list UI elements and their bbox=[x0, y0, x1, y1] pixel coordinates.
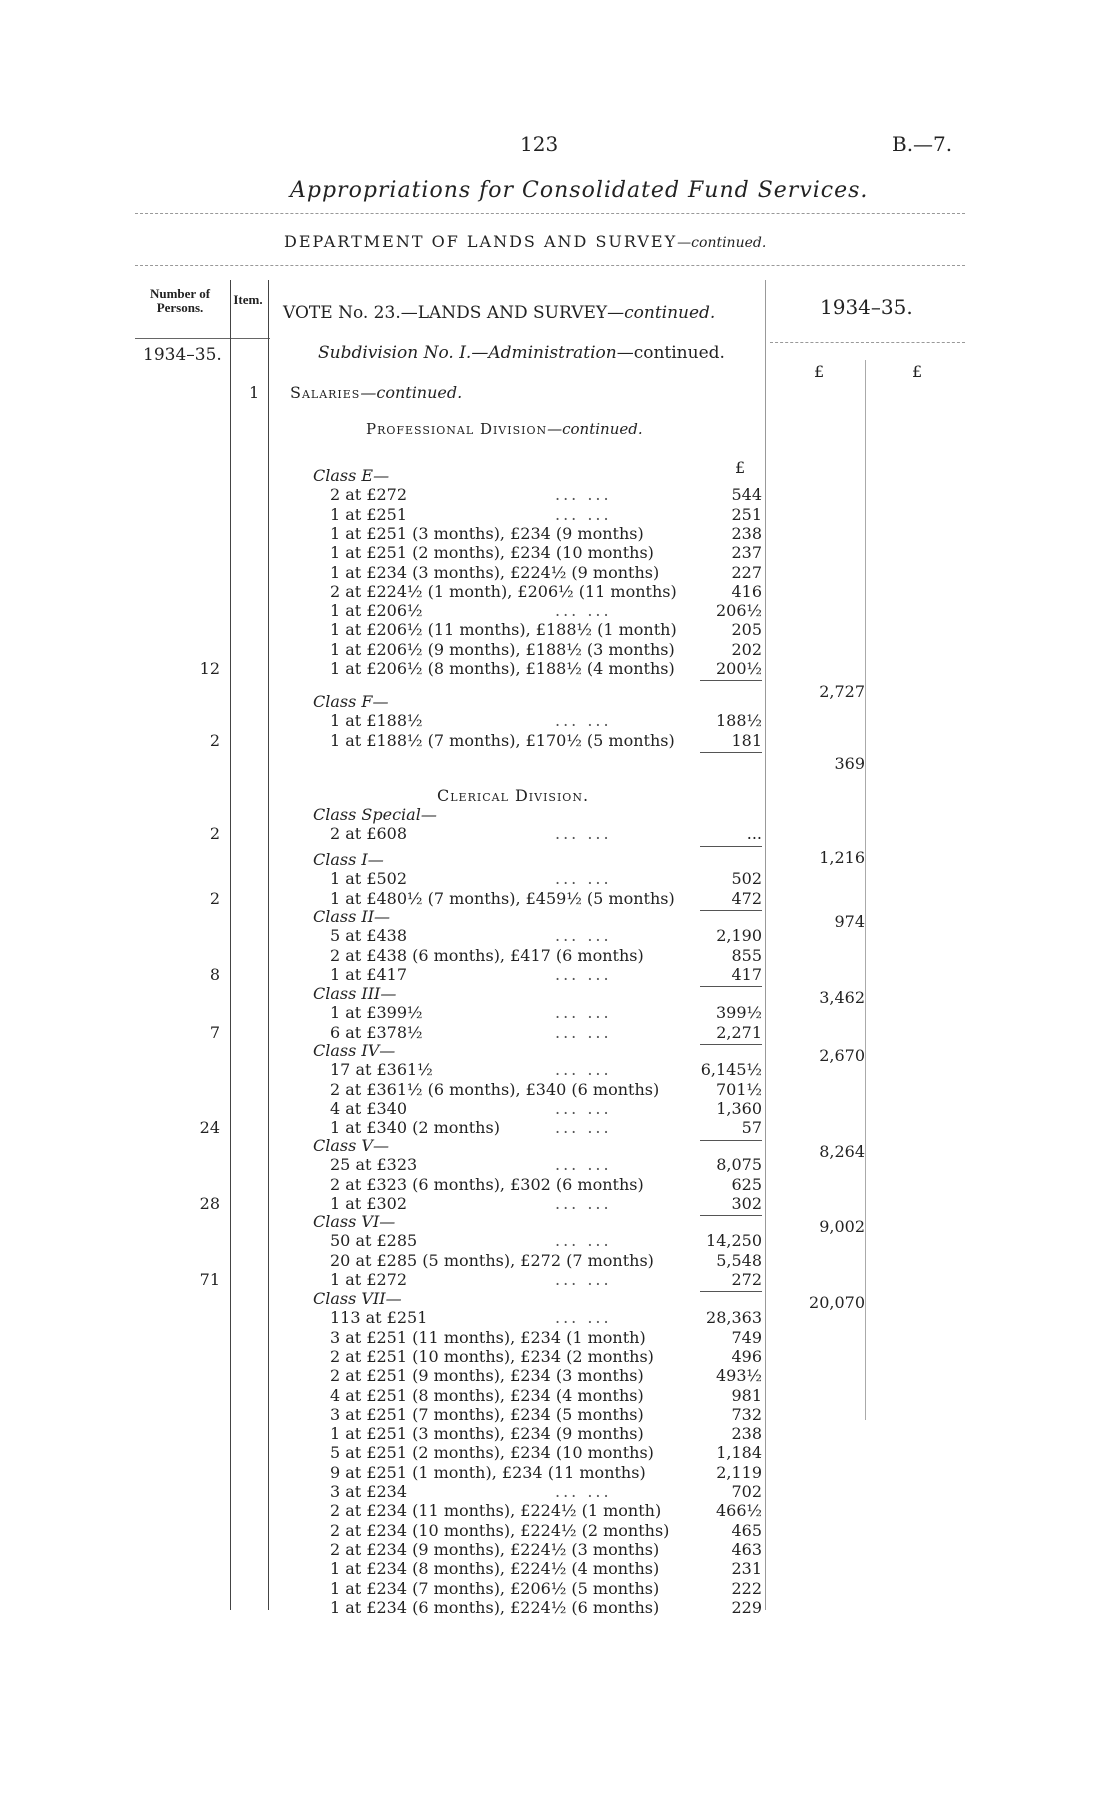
class-heading-row bbox=[0, 907, 762, 926]
leader-dots: ... ... bbox=[555, 926, 612, 946]
row-amount: 472 bbox=[731, 888, 762, 908]
row-description: 2 at £438 (6 months), £417 (6 months) bbox=[330, 945, 644, 965]
table-row bbox=[0, 965, 762, 984]
row-description: 1 at £188½ bbox=[330, 711, 423, 731]
table-row bbox=[0, 1347, 762, 1366]
class-total: 3,462 bbox=[819, 988, 865, 1008]
row-description: 2 at £272 bbox=[330, 485, 408, 505]
department-name: DEPARTMENT OF LANDS AND SURVEY bbox=[284, 232, 678, 251]
row-description: 2 at £224½ (1 month), £206½ (11 months) bbox=[330, 581, 677, 601]
row-description: 1 at £251 (2 months), £234 (10 months) bbox=[330, 543, 654, 563]
table-row bbox=[0, 601, 762, 620]
row-description: 3 at £234 bbox=[330, 1482, 408, 1501]
leader-dots: ... ... bbox=[555, 964, 612, 984]
row-amount: 181 bbox=[731, 730, 762, 750]
row-description: 17 at £361½ bbox=[330, 1060, 433, 1080]
row-description: 1 at £234 (3 months), £224½ (9 months) bbox=[330, 562, 660, 582]
leader-dots: ... ... bbox=[555, 711, 612, 731]
leader-dots: ... ... bbox=[555, 869, 612, 889]
table-row bbox=[0, 640, 762, 659]
year-header-right: 1934–35. bbox=[820, 295, 913, 319]
row-description: 113 at £251 bbox=[330, 1308, 428, 1328]
leader-dots: ... ... bbox=[555, 1231, 612, 1251]
leader-dots: ... ... bbox=[555, 1022, 612, 1042]
class-heading: Class V— bbox=[313, 1136, 389, 1155]
class-heading-row bbox=[0, 466, 762, 485]
table-row bbox=[0, 1482, 762, 1501]
row-amount: 701½ bbox=[715, 1079, 762, 1099]
table-row bbox=[0, 1060, 762, 1079]
subtotal-rule bbox=[700, 752, 762, 753]
table-row bbox=[0, 1099, 762, 1118]
row-description: 2 at £251 (9 months), £234 (3 months) bbox=[330, 1366, 644, 1386]
number-of-persons-header: Number of Persons. bbox=[149, 286, 211, 316]
document-reference: B.—7. bbox=[892, 132, 953, 156]
table-row bbox=[0, 1118, 762, 1137]
row-amount: 188½ bbox=[715, 711, 762, 731]
class-heading-row bbox=[0, 1041, 762, 1060]
row-amount: 272 bbox=[731, 1269, 762, 1289]
row-description: 1 at £251 (3 months), £234 (9 months) bbox=[330, 1424, 644, 1444]
vote-name: VOTE No. 23.—LANDS AND SURVEY bbox=[283, 303, 608, 323]
row-description: 4 at £251 (8 months), £234 (4 months) bbox=[330, 1385, 644, 1405]
table-row bbox=[0, 1251, 762, 1270]
class-heading-row bbox=[0, 805, 762, 824]
row-amount: 1,360 bbox=[716, 1098, 762, 1118]
table-row bbox=[0, 889, 762, 908]
row-amount: 205 bbox=[731, 620, 762, 640]
row-amount: 465 bbox=[731, 1520, 762, 1540]
row-amount: 496 bbox=[731, 1346, 762, 1366]
class-total: 8,264 bbox=[819, 1141, 865, 1161]
title-rule bbox=[135, 213, 965, 214]
table-row bbox=[0, 582, 762, 601]
table-row bbox=[0, 1521, 762, 1540]
pound-header-2: £ bbox=[912, 362, 923, 381]
table-row bbox=[0, 1080, 762, 1099]
row-amount: 2,119 bbox=[716, 1462, 762, 1482]
leader-dots: ... ... bbox=[555, 1003, 612, 1023]
row-description: 3 at £251 (11 months), £234 (1 month) bbox=[330, 1327, 646, 1347]
subtotal-rule bbox=[700, 846, 762, 847]
row-description: 1 at £340 (2 months) bbox=[330, 1118, 500, 1138]
class-heading-row bbox=[0, 1136, 762, 1155]
leader-dots: ... ... bbox=[555, 1098, 612, 1118]
row-description: 1 at £206½ (11 months), £188½ (1 month) bbox=[330, 620, 677, 640]
table-row bbox=[0, 1405, 762, 1424]
row-amount: 57 bbox=[741, 1118, 762, 1138]
vote-continued: —continued. bbox=[607, 303, 716, 323]
row-description: 1 at £188½ (7 months), £170½ (5 months) bbox=[330, 730, 675, 750]
table-row bbox=[0, 1328, 762, 1347]
class-total: 9,002 bbox=[819, 1217, 865, 1237]
row-amount: 502 bbox=[731, 869, 762, 889]
table-row bbox=[0, 1270, 762, 1289]
row-amount: 6,145½ bbox=[700, 1060, 762, 1080]
row-amount: 2,190 bbox=[716, 926, 762, 946]
class-heading: Class II— bbox=[313, 907, 391, 926]
page-number: 123 bbox=[520, 132, 559, 156]
persons-count: 12 bbox=[199, 659, 220, 678]
table-row bbox=[0, 1501, 762, 1520]
table-row bbox=[0, 563, 762, 582]
class-total: 2,727 bbox=[819, 682, 865, 702]
class-total: 369 bbox=[834, 753, 865, 773]
table-row bbox=[0, 1155, 762, 1174]
table-row bbox=[0, 1023, 762, 1042]
subdivision-continued: —continued. bbox=[616, 343, 725, 363]
row-description: 2 at £234 (11 months), £224½ (1 month) bbox=[330, 1501, 662, 1521]
table-row bbox=[0, 946, 762, 965]
row-amount: 200½ bbox=[715, 659, 762, 678]
row-description: 1 at £302 bbox=[330, 1193, 408, 1213]
page-title: Appropriations for Consolidated Fund Services. bbox=[290, 178, 869, 203]
professional-division-heading bbox=[366, 420, 643, 438]
row-amount: 14,250 bbox=[706, 1231, 762, 1251]
class-total: 2,670 bbox=[819, 1045, 865, 1065]
row-description: 25 at £323 bbox=[330, 1155, 418, 1175]
leader-dots: ... ... bbox=[555, 1269, 612, 1289]
class-heading: Class VII— bbox=[313, 1289, 402, 1308]
leader-dots: ... ... bbox=[555, 1060, 612, 1080]
persons-count: 71 bbox=[199, 1269, 220, 1289]
table-row bbox=[0, 659, 762, 678]
salaries-continued: —continued. bbox=[360, 383, 463, 402]
row-description: 5 at £251 (2 months), £234 (10 months) bbox=[330, 1443, 654, 1463]
leader-dots: ... ... bbox=[555, 1308, 612, 1328]
row-amount: 416 bbox=[731, 581, 762, 601]
row-description: 9 at £251 (1 month), £234 (11 months) bbox=[330, 1462, 646, 1482]
subtotal-rule bbox=[700, 680, 762, 681]
row-amount: 229 bbox=[731, 1597, 762, 1617]
class-heading: Class Special— bbox=[313, 805, 437, 824]
table-row bbox=[0, 1308, 762, 1327]
persons-count: 28 bbox=[199, 1193, 220, 1213]
table-row bbox=[0, 524, 762, 543]
row-amount: 702 bbox=[731, 1482, 762, 1501]
row-amount: 227 bbox=[731, 562, 762, 582]
subdivision-label: Subdivision No. I.—Administration bbox=[318, 343, 617, 363]
table-row bbox=[0, 1598, 762, 1617]
class-heading: Class IV— bbox=[313, 1041, 396, 1060]
row-amount: 981 bbox=[731, 1385, 762, 1405]
row-amount: 238 bbox=[731, 523, 762, 543]
row-description: 1 at £251 bbox=[330, 504, 408, 524]
row-amount: 625 bbox=[731, 1174, 762, 1194]
class-heading-row bbox=[0, 692, 762, 711]
class-heading-row bbox=[0, 850, 762, 869]
leader-dots: ... ... bbox=[555, 485, 612, 505]
row-amount: 8,075 bbox=[716, 1155, 762, 1175]
header-rule-right bbox=[770, 342, 965, 343]
department-heading bbox=[284, 232, 766, 251]
row-amount: 238 bbox=[731, 1424, 762, 1444]
professional-continued: —continued. bbox=[547, 420, 643, 438]
persons-count: 2 bbox=[209, 888, 220, 908]
table-row bbox=[0, 1424, 762, 1443]
row-amount: 466½ bbox=[715, 1501, 762, 1521]
department-rule bbox=[135, 265, 965, 266]
table-row bbox=[0, 505, 762, 524]
row-description: 1 at £251 (3 months), £234 (9 months) bbox=[330, 523, 644, 543]
row-description: 2 at £251 (10 months), £234 (2 months) bbox=[330, 1346, 654, 1366]
department-continued: —continued. bbox=[677, 235, 767, 251]
row-description: 2 at £234 (10 months), £224½ (2 months) bbox=[330, 1520, 670, 1540]
class-heading: Class F— bbox=[313, 692, 389, 711]
class-heading: Class III— bbox=[313, 984, 397, 1003]
persons-count: 7 bbox=[209, 1022, 220, 1042]
table-row bbox=[0, 926, 762, 945]
row-amount: 2,271 bbox=[716, 1022, 762, 1042]
row-amount: 493½ bbox=[715, 1366, 762, 1386]
leader-dots: ... ... bbox=[555, 1118, 612, 1138]
table-row bbox=[0, 1366, 762, 1385]
persons-count: 2 bbox=[209, 730, 220, 750]
row-description: 20 at £285 (5 months), £272 (7 months) bbox=[330, 1250, 654, 1270]
table-row bbox=[0, 1540, 762, 1559]
row-amount: 302 bbox=[731, 1193, 762, 1213]
class-heading-row bbox=[0, 1289, 762, 1308]
leader-dots: ... ... bbox=[555, 504, 612, 524]
professional-label: Professional Division bbox=[366, 420, 548, 438]
item-number: 1 bbox=[249, 383, 260, 402]
leader-dots: ... ... bbox=[555, 1155, 612, 1175]
leader-dots: ... ... bbox=[555, 1482, 612, 1501]
row-amount: 417 bbox=[731, 964, 762, 984]
class-total: 20,070 bbox=[809, 1293, 865, 1313]
table-row bbox=[0, 1386, 762, 1405]
row-amount: ... bbox=[746, 824, 762, 844]
row-amount: 749 bbox=[731, 1327, 762, 1347]
subdivision-heading bbox=[318, 343, 725, 363]
class-heading-row bbox=[0, 984, 762, 1003]
table-row bbox=[0, 620, 762, 639]
year-header-left: 1934–35. bbox=[143, 345, 222, 365]
persons-count: 24 bbox=[199, 1118, 220, 1138]
row-description: 1 at £234 (7 months), £206½ (5 months) bbox=[330, 1578, 660, 1598]
class-heading-row bbox=[0, 1212, 762, 1231]
row-amount: 5,548 bbox=[716, 1250, 762, 1270]
table-row bbox=[0, 1231, 762, 1250]
row-amount: 222 bbox=[731, 1578, 762, 1598]
class-heading: Class VI— bbox=[313, 1212, 396, 1231]
salaries-label: Salaries bbox=[290, 383, 361, 402]
row-amount: 251 bbox=[731, 504, 762, 524]
vote-title bbox=[283, 303, 715, 323]
header-rule-left bbox=[135, 338, 270, 339]
row-description: 1 at £234 (6 months), £224½ (6 months) bbox=[330, 1597, 660, 1617]
row-description: 1 at £417 bbox=[330, 964, 408, 984]
row-description: 2 at £608 bbox=[330, 824, 408, 844]
class-heading: Class E— bbox=[313, 466, 390, 485]
row-description: 2 at £234 (9 months), £224½ (3 months) bbox=[330, 1539, 660, 1559]
item-header: Item. bbox=[233, 292, 263, 307]
table-row bbox=[0, 731, 762, 750]
persons-count: 8 bbox=[209, 964, 220, 984]
row-description: 1 at £234 (8 months), £224½ (4 months) bbox=[330, 1559, 660, 1579]
leader-dots: ... ... bbox=[555, 1193, 612, 1213]
leader-dots: ... ... bbox=[555, 824, 612, 844]
row-amount: 231 bbox=[731, 1559, 762, 1579]
table-row bbox=[0, 1579, 762, 1598]
row-amount: 202 bbox=[731, 639, 762, 659]
row-description: 1 at £502 bbox=[330, 869, 408, 889]
row-description: 3 at £251 (7 months), £234 (5 months) bbox=[330, 1404, 644, 1424]
row-amount: 28,363 bbox=[706, 1308, 762, 1328]
class-total: 974 bbox=[834, 911, 865, 931]
col-rule-total bbox=[865, 360, 866, 1420]
row-description: 1 at £206½ (8 months), £188½ (4 months) bbox=[330, 659, 675, 678]
persons-count: 2 bbox=[209, 824, 220, 844]
row-description: 50 at £285 bbox=[330, 1231, 418, 1251]
table-row bbox=[0, 485, 762, 504]
row-description: 1 at £206½ (9 months), £188½ (3 months) bbox=[330, 639, 675, 659]
table-row bbox=[0, 1003, 762, 1022]
class-total: 1,216 bbox=[819, 847, 865, 867]
row-description: 6 at £378½ bbox=[330, 1022, 423, 1042]
row-amount: 1,184 bbox=[716, 1443, 762, 1463]
table-row bbox=[0, 824, 762, 843]
row-amount: 544 bbox=[731, 485, 762, 505]
row-amount: 399½ bbox=[715, 1003, 762, 1023]
salaries-heading bbox=[290, 383, 462, 402]
sub-column-pound: £ bbox=[735, 458, 746, 477]
table-row bbox=[0, 1175, 762, 1194]
table-row bbox=[0, 711, 762, 730]
row-description: 5 at £438 bbox=[330, 926, 408, 946]
row-description: 1 at £272 bbox=[330, 1269, 408, 1289]
row-amount: 237 bbox=[731, 543, 762, 563]
row-description: 1 at £480½ (7 months), £459½ (5 months) bbox=[330, 888, 675, 908]
clerical-division-heading: Clerical Division. bbox=[437, 786, 590, 805]
row-description: 1 at £206½ bbox=[330, 601, 423, 621]
table-row bbox=[0, 1194, 762, 1213]
row-amount: 206½ bbox=[715, 601, 762, 621]
table-row bbox=[0, 1443, 762, 1462]
col-rule-amount bbox=[765, 280, 766, 1610]
class-heading: Class I— bbox=[313, 850, 384, 869]
row-description: 1 at £399½ bbox=[330, 1003, 423, 1023]
pound-header-1: £ bbox=[814, 362, 825, 381]
row-description: 2 at £323 (6 months), £302 (6 months) bbox=[330, 1174, 644, 1194]
row-amount: 855 bbox=[731, 945, 762, 965]
row-description: 4 at £340 bbox=[330, 1098, 408, 1118]
table-row bbox=[0, 869, 762, 888]
row-description: 2 at £361½ (6 months), £340 (6 months) bbox=[330, 1079, 660, 1099]
table-row bbox=[0, 1559, 762, 1578]
row-amount: 732 bbox=[731, 1404, 762, 1424]
row-amount: 463 bbox=[731, 1539, 762, 1559]
table-row bbox=[0, 1463, 762, 1482]
table-row bbox=[0, 543, 762, 562]
leader-dots: ... ... bbox=[555, 601, 612, 621]
